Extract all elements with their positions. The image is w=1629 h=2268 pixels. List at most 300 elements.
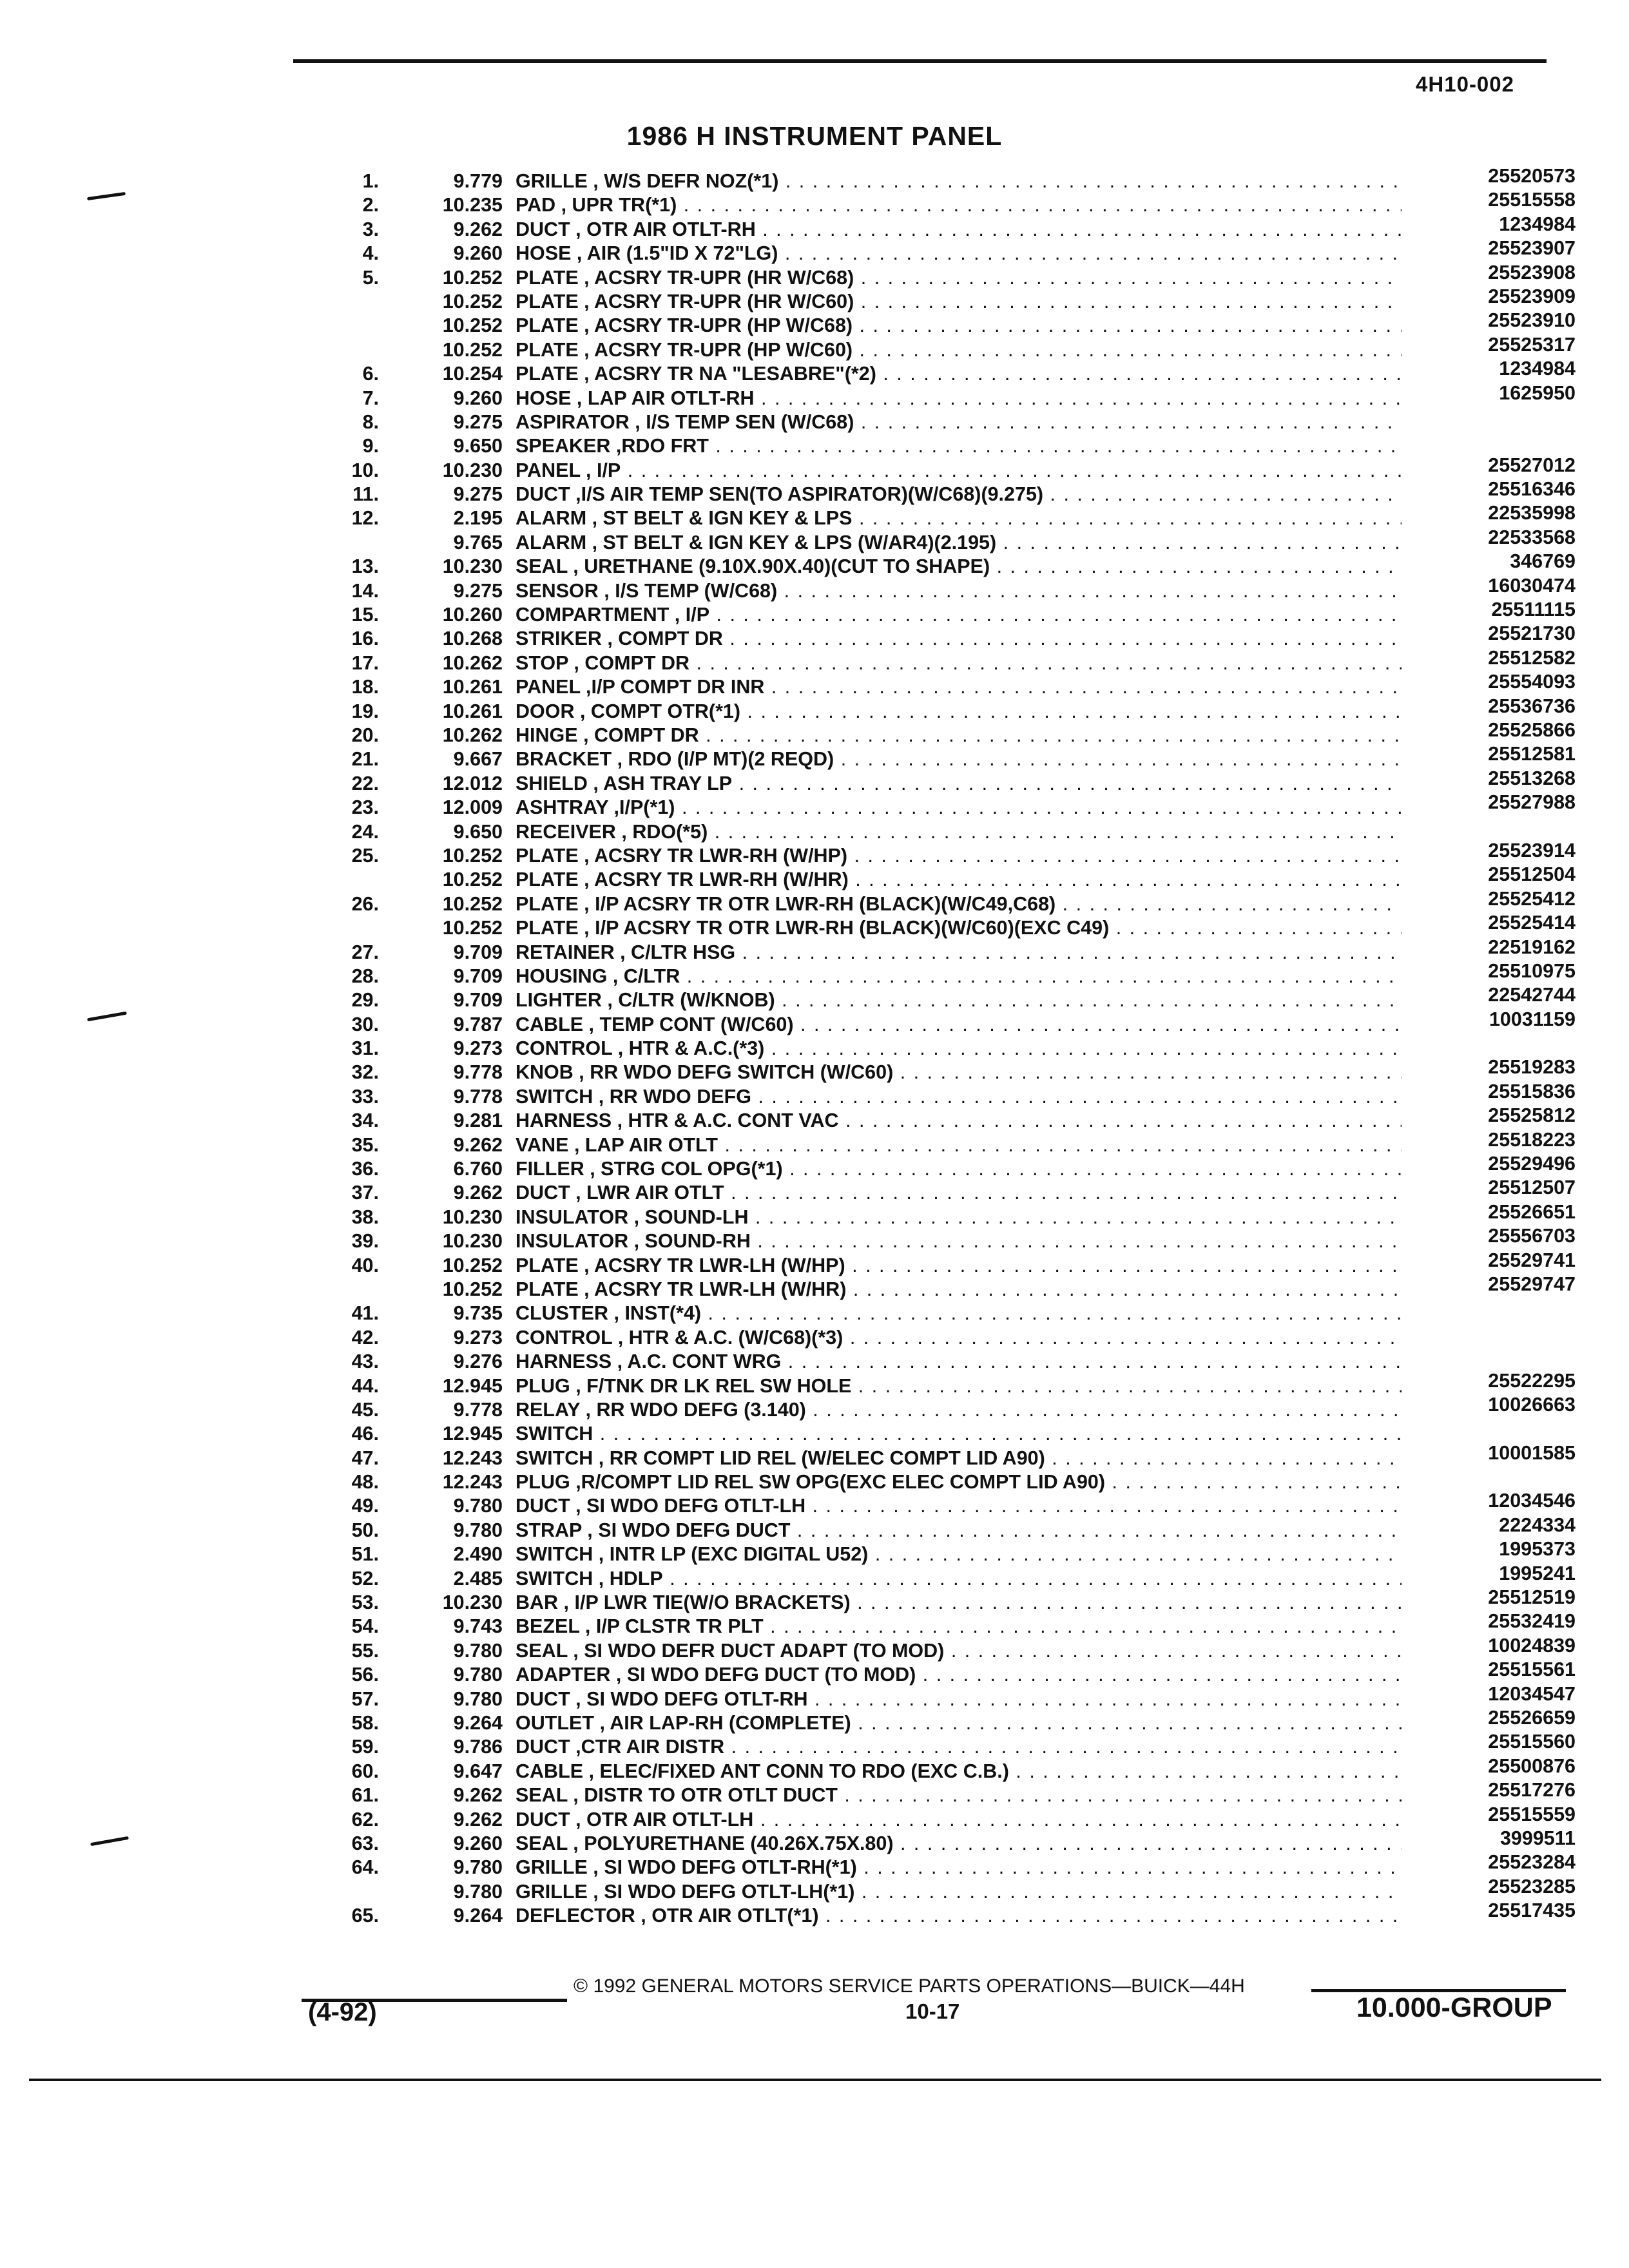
part-row — [322, 1350, 1576, 1374]
part-number: 25527012 — [1488, 454, 1576, 476]
group-number: 10.262 — [442, 651, 503, 674]
part-row — [322, 1326, 1576, 1350]
part-description: VANE , LAP AIR OTLT . . . — [516, 1133, 1402, 1157]
part-number: 25519283 — [1488, 1056, 1576, 1079]
part-number: 25523285 — [1488, 1875, 1576, 1898]
group-number: 9.765 — [453, 531, 503, 553]
part-number: 1995241 — [1499, 1562, 1576, 1584]
part-number: 25511115 — [1491, 599, 1576, 621]
part-row — [322, 1369, 1576, 1398]
group-number: 10.230 — [442, 555, 503, 578]
part-description: DUCT , OTR AIR OTLT-RH . . . — [516, 218, 1402, 242]
part-row — [322, 671, 1576, 699]
group-number: 9.709 — [453, 989, 503, 1012]
part-row — [322, 550, 1576, 579]
item-number: 16. — [351, 628, 379, 650]
item-number: 17. — [351, 651, 379, 674]
part-row — [322, 1249, 1576, 1278]
group-number: 10.261 — [442, 700, 503, 722]
item-number: 61. — [351, 1784, 379, 1807]
group-number: 9.787 — [453, 1013, 503, 1035]
part-description: PLATE , ACSRY TR-UPR (HP W/C60) . . . — [516, 338, 1402, 362]
group-number: 9.780 — [453, 1495, 503, 1517]
part-number: 25529747 — [1488, 1273, 1576, 1295]
part-number: 16030474 — [1488, 574, 1576, 597]
part-description: ADAPTER , SI WDO DEFG DUCT (TO MOD) . . . — [516, 1663, 1402, 1687]
part-description: BAR , I/P LWR TIE(W/O BRACKETS) . . . — [516, 1591, 1402, 1615]
group-number: 10.262 — [442, 724, 503, 746]
part-row — [322, 1490, 1576, 1518]
group-number: 9.780 — [453, 1687, 503, 1710]
part-number: 25525317 — [1488, 333, 1576, 356]
part-number: 1995373 — [1499, 1538, 1576, 1561]
part-description: PANEL , I/P . . . — [516, 459, 1402, 483]
document-title: 1986 H INSTRUMENT PANEL — [626, 121, 1003, 151]
part-description: ASHTRAY ,I/P(*1) . . . — [516, 796, 1402, 820]
part-row — [322, 1803, 1576, 1832]
part-description: PLATE , ACSRY TR LWR-RH (W/HP) . . . — [516, 844, 1402, 868]
part-number: 10031159 — [1489, 1008, 1576, 1030]
part-description: BEZEL , I/P CLSTR TR PLT . . . — [516, 1615, 1402, 1639]
part-description: INSULATOR , SOUND-RH . . . — [516, 1229, 1402, 1253]
group-number: 12.243 — [442, 1471, 503, 1494]
group-code: 10.000-GROUP — [1356, 1992, 1552, 2023]
part-row — [322, 1128, 1576, 1157]
part-number: 25529741 — [1488, 1249, 1576, 1271]
group-number: 9.650 — [453, 820, 503, 843]
part-row — [322, 1610, 1576, 1639]
part-number: 25522295 — [1488, 1369, 1576, 1392]
part-description: KNOB , RR WDO DEFG SWITCH (W/C60) . . . — [516, 1061, 1402, 1084]
copyright-text: © 1992 GENERAL MOTORS SERVICE PARTS OPERATIONS—BUICK—44H — [574, 1975, 1245, 1997]
part-description: HOUSING , C/LTR . . . — [516, 965, 1402, 988]
group-number: 9.262 — [453, 218, 503, 240]
group-number: 2.195 — [453, 507, 503, 530]
part-description: PLATE , I/P ACSRY TR OTR LWR-RH (BLACK)(W/C60)(EXC C49) . . . — [516, 916, 1402, 940]
part-row — [322, 1658, 1576, 1687]
group-number: 9.735 — [453, 1302, 503, 1325]
group-number: 6.760 — [453, 1158, 503, 1180]
part-number: 3999511 — [1499, 1827, 1576, 1849]
group-number: 9.778 — [453, 1085, 503, 1108]
item-number: 46. — [351, 1423, 379, 1445]
part-row — [322, 743, 1576, 771]
item-number: 14. — [351, 579, 379, 602]
group-number: 9.780 — [453, 1639, 503, 1662]
item-number: 41. — [351, 1302, 379, 1325]
part-description: SWITCH , RR COMPT LID REL (W/ELEC COMPT LID A90) . . . — [516, 1446, 1402, 1470]
part-description: BRACKET , RDO (I/P MT)(2 REQD) . . . — [516, 747, 1402, 771]
part-description: SEAL , POLYURETHANE (40.26X.75X.80) . . . — [516, 1832, 1402, 1856]
part-row — [322, 791, 1576, 820]
margin-mark — [90, 1836, 129, 1846]
part-row — [322, 478, 1576, 506]
group-number: 10.254 — [442, 363, 503, 385]
item-number: 51. — [351, 1543, 379, 1566]
group-number: 10.252 — [442, 1254, 503, 1276]
group-number: 10.252 — [442, 917, 503, 939]
part-row — [322, 1393, 1576, 1422]
part-description: HINGE , COMPT DR . . . — [516, 724, 1402, 747]
part-description: HARNESS , HTR & A.C. CONT VAC . . . — [516, 1109, 1402, 1133]
part-description: DUCT , SI WDO DEFG OTLT-LH . . . — [516, 1494, 1402, 1518]
item-number: 65. — [351, 1905, 379, 1927]
part-row — [322, 767, 1576, 796]
part-description: SHIELD , ASH TRAY LP . . . — [516, 772, 1402, 796]
part-row — [322, 1899, 1576, 1928]
group-number: 9.778 — [453, 1061, 503, 1084]
part-row — [322, 1851, 1576, 1879]
group-number: 12.945 — [442, 1423, 503, 1445]
group-number: 10.230 — [442, 1230, 503, 1253]
item-number: 39. — [351, 1230, 379, 1253]
part-number: 25525812 — [1488, 1104, 1576, 1127]
part-row — [322, 1104, 1576, 1133]
item-number: 42. — [351, 1326, 379, 1349]
part-row — [322, 333, 1576, 362]
item-number: 63. — [351, 1832, 379, 1854]
part-row — [322, 1273, 1576, 1302]
item-number: 10. — [351, 459, 379, 481]
part-row — [322, 189, 1576, 217]
group-number: 9.262 — [453, 1784, 503, 1807]
part-description: OUTLET , AIR LAP-RH (COMPLETE) . . . — [516, 1711, 1402, 1735]
part-description: SEAL , DISTR TO OTR OTLT DUCT . . . — [516, 1783, 1402, 1807]
item-number: 26. — [351, 892, 379, 915]
part-description: PLATE , ACSRY TR LWR-LH (W/HP) . . . — [516, 1254, 1402, 1278]
part-row — [322, 410, 1576, 434]
part-row — [322, 1779, 1576, 1807]
group-number: 9.262 — [453, 1808, 503, 1831]
item-number: 40. — [351, 1254, 379, 1276]
part-number: 25525866 — [1488, 718, 1576, 741]
part-row — [322, 820, 1576, 844]
part-number: 25512519 — [1488, 1586, 1576, 1609]
item-number: 44. — [351, 1374, 379, 1397]
part-number: 22535998 — [1488, 502, 1576, 524]
bottom-rule — [29, 2079, 1601, 2081]
part-row — [322, 1514, 1576, 1542]
part-description: PLUG ,R/COMPT LID REL SW OPG(EXC ELEC COMPT LID A90) . . . — [516, 1470, 1402, 1494]
group-number: 10.261 — [442, 676, 503, 698]
part-row — [322, 1200, 1576, 1229]
item-number: 20. — [351, 724, 379, 746]
part-number: 25512581 — [1488, 743, 1576, 765]
part-number: 25536736 — [1488, 695, 1576, 717]
item-number: 27. — [351, 941, 379, 963]
item-number: 31. — [351, 1037, 379, 1060]
part-number: 25521730 — [1488, 622, 1576, 645]
group-number: 10.252 — [442, 869, 503, 891]
group-number: 9.260 — [453, 387, 503, 409]
part-description: STRIKER , COMPT DR . . . — [516, 627, 1402, 651]
part-number: 25523907 — [1488, 237, 1576, 260]
part-row — [322, 1707, 1576, 1735]
item-number: 22. — [351, 772, 379, 794]
part-description: ALARM , ST BELT & IGN KEY & LPS . . . — [516, 506, 1402, 530]
part-description: PAD , UPR TR(*1) . . . — [516, 193, 1402, 217]
part-row — [322, 1037, 1576, 1061]
part-row — [322, 1470, 1576, 1494]
item-number: 13. — [351, 555, 379, 578]
part-number: 25513268 — [1488, 767, 1576, 789]
group-number: 9.786 — [453, 1736, 503, 1758]
part-row — [322, 695, 1576, 724]
item-number: 8. — [362, 410, 379, 433]
part-number: 10001585 — [1488, 1441, 1576, 1464]
part-row — [322, 502, 1576, 530]
part-number: 10026663 — [1488, 1393, 1576, 1416]
item-number: 28. — [351, 965, 379, 987]
part-number: 12034547 — [1488, 1682, 1576, 1705]
item-number: 11. — [352, 483, 379, 506]
group-number: 9.260 — [453, 1832, 503, 1854]
item-number: 3. — [362, 218, 379, 240]
part-description: DUCT ,CTR AIR DISTR . . . — [516, 1735, 1402, 1759]
part-number: 12034546 — [1488, 1490, 1576, 1512]
item-number: 34. — [351, 1110, 379, 1132]
item-number: 18. — [351, 676, 379, 698]
group-number: 12.243 — [442, 1446, 503, 1469]
item-number: 15. — [351, 604, 379, 626]
part-description: CLUSTER , INST(*4) . . . — [516, 1302, 1402, 1325]
part-number: 25515836 — [1488, 1080, 1576, 1102]
part-description: PLATE , ACSRY TR LWR-LH (W/HR) . . . — [516, 1278, 1402, 1302]
part-row — [322, 1225, 1576, 1253]
group-number: 10.252 — [442, 844, 503, 867]
part-row — [322, 574, 1576, 603]
part-row — [322, 1682, 1576, 1711]
part-row — [322, 1827, 1576, 1856]
group-number: 9.281 — [453, 1110, 503, 1132]
part-number: 25523909 — [1488, 285, 1576, 307]
page-number: 10-17 — [905, 1999, 960, 2023]
group-number: 9.262 — [453, 1182, 503, 1204]
part-row — [322, 599, 1576, 627]
part-row — [322, 1153, 1576, 1181]
part-row — [322, 1754, 1576, 1783]
item-number: 47. — [351, 1446, 379, 1469]
part-number: 25520573 — [1488, 165, 1576, 187]
item-number: 6. — [362, 363, 379, 385]
part-number: 25516346 — [1488, 478, 1576, 501]
item-number: 29. — [351, 989, 379, 1012]
item-number: 38. — [351, 1206, 379, 1228]
header-rule — [293, 59, 1547, 63]
part-description: RELAY , RR WDO DEFG (3.140) . . . — [516, 1398, 1402, 1422]
part-description: GRILLE , SI WDO DEFG OTLT-LH(*1) . . . — [516, 1880, 1402, 1904]
part-row — [322, 984, 1576, 1012]
group-number: 10.252 — [442, 266, 503, 289]
group-number: 9.275 — [453, 579, 503, 602]
part-description: SPEAKER ,RDO FRT . . . — [516, 434, 1402, 458]
group-number: 10.230 — [442, 1206, 503, 1228]
item-number: 21. — [351, 748, 379, 771]
part-description: DUCT , SI WDO DEFG OTLT-RH . . . — [516, 1687, 1402, 1711]
group-number: 9.743 — [453, 1615, 503, 1638]
part-number: 25527988 — [1488, 791, 1576, 814]
part-number: 25526651 — [1488, 1200, 1576, 1223]
page-code: 4H10-002 — [1416, 72, 1514, 96]
item-number: 25. — [351, 844, 379, 867]
group-number: 12.012 — [442, 772, 503, 794]
part-description: SEAL , URETHANE (9.10X.90X.40)(CUT TO SHAPE) . . . — [516, 555, 1402, 579]
part-description: FILLER , STRG COL OPG(*1) . . . — [516, 1157, 1402, 1181]
item-number: 5. — [362, 266, 379, 289]
part-description: CABLE , ELEC/FIXED ANT CONN TO RDO (EXC C.B.) . . . — [516, 1760, 1402, 1783]
group-number: 9.275 — [453, 410, 503, 433]
group-number: 9.262 — [453, 1133, 503, 1156]
group-number: 9.264 — [453, 1905, 503, 1927]
group-number: 10.235 — [442, 194, 503, 216]
item-number: 33. — [351, 1085, 379, 1108]
item-number: 43. — [351, 1350, 379, 1373]
group-number: 9.273 — [453, 1037, 503, 1060]
group-number: 9.780 — [453, 1856, 503, 1879]
group-number: 10.252 — [442, 1278, 503, 1300]
group-number: 9.264 — [453, 1712, 503, 1734]
item-number: 54. — [351, 1615, 379, 1638]
part-number: 2224334 — [1499, 1514, 1576, 1536]
item-number: 9. — [362, 435, 379, 457]
part-description: GRILLE , W/S DEFR NOZ(*1) . . . — [516, 169, 1402, 193]
group-number: 9.709 — [453, 941, 503, 963]
part-row — [322, 434, 1576, 458]
part-row — [322, 646, 1576, 675]
group-number: 9.778 — [453, 1398, 503, 1421]
group-number: 10.252 — [442, 892, 503, 915]
item-number: 56. — [351, 1664, 379, 1686]
part-description: HOSE , LAP AIR OTLT-RH . . . — [516, 387, 1402, 410]
part-number: 25512504 — [1488, 863, 1576, 886]
part-row — [322, 1177, 1576, 1205]
part-row — [322, 887, 1576, 916]
part-number: 25554093 — [1488, 671, 1576, 693]
part-number: 1234984 — [1499, 358, 1576, 380]
item-number: 49. — [351, 1495, 379, 1517]
part-row — [322, 165, 1576, 193]
group-number: 10.252 — [442, 314, 503, 337]
group-number: 10.260 — [442, 604, 503, 626]
part-row — [322, 213, 1576, 242]
part-row — [322, 526, 1576, 555]
margin-mark — [87, 192, 126, 200]
part-row — [322, 1302, 1576, 1325]
group-number: 10.230 — [442, 1591, 503, 1614]
part-row — [322, 1586, 1576, 1615]
part-number: 22519162 — [1488, 936, 1576, 958]
item-number: 12. — [351, 507, 379, 530]
item-number: 59. — [351, 1736, 379, 1758]
part-number: 25515558 — [1488, 189, 1576, 211]
part-row — [322, 1441, 1576, 1470]
item-number: 48. — [351, 1471, 379, 1494]
part-description: HOSE , AIR (1.5"ID X 72"LG) . . . — [516, 242, 1402, 265]
part-row — [322, 839, 1576, 868]
part-description: SWITCH . . . — [516, 1422, 1402, 1446]
group-number: 9.273 — [453, 1326, 503, 1349]
part-number: 22542744 — [1488, 984, 1576, 1006]
part-number: 25525414 — [1488, 912, 1576, 934]
item-number: 57. — [351, 1687, 379, 1710]
group-number: 10.252 — [442, 290, 503, 312]
part-description: PLATE , ACSRY TR LWR-RH (W/HR) . . . — [516, 868, 1402, 892]
part-number: 25515561 — [1488, 1658, 1576, 1681]
part-number: 1625950 — [1499, 381, 1576, 404]
part-number: 1234984 — [1499, 213, 1576, 235]
item-number: 4. — [362, 242, 379, 265]
part-row — [322, 1080, 1576, 1109]
part-row — [322, 1562, 1576, 1591]
item-number: 2. — [362, 194, 379, 216]
part-number: 22533568 — [1488, 526, 1576, 548]
group-number: 2.485 — [453, 1567, 503, 1590]
group-number: 10.230 — [442, 459, 503, 481]
part-description: HARNESS , A.C. CONT WRG . . . — [516, 1350, 1402, 1374]
part-description: DUCT , OTR AIR OTLT-LH . . . — [516, 1808, 1402, 1832]
item-number: 62. — [351, 1808, 379, 1831]
part-description: STOP , COMPT DR . . . — [516, 651, 1402, 675]
part-description: PLATE , ACSRY TR NA "LESABRE"(*2) . . . — [516, 362, 1402, 386]
part-row — [322, 1056, 1576, 1084]
part-description: PLATE , ACSRY TR-UPR (HR W/C60) . . . — [516, 290, 1402, 314]
part-number: 10024839 — [1488, 1634, 1576, 1657]
part-description: COMPARTMENT , I/P . . . — [516, 603, 1402, 627]
group-number: 9.779 — [453, 170, 503, 192]
part-description: DUCT ,I/S AIR TEMP SEN(TO ASPIRATOR)(W/C68)(9.275) . . . — [516, 483, 1402, 506]
part-number: 346769 — [1510, 550, 1576, 573]
item-number: 37. — [351, 1182, 379, 1204]
item-number: 19. — [351, 700, 379, 722]
part-row — [322, 718, 1576, 747]
group-number: 9.780 — [453, 1519, 503, 1541]
part-description: SWITCH , INTR LP (EXC DIGITAL U52) . . . — [516, 1542, 1402, 1566]
part-row — [322, 285, 1576, 314]
part-description: SENSOR , I/S TEMP (W/C68) . . . — [516, 579, 1402, 603]
part-description: PLATE , ACSRY TR-UPR (HR W/C68) . . . — [516, 266, 1402, 290]
item-number: 55. — [351, 1639, 379, 1662]
group-number: 9.275 — [453, 483, 503, 506]
part-row — [322, 358, 1576, 386]
item-number: 64. — [351, 1856, 379, 1879]
part-number: 25523910 — [1488, 309, 1576, 332]
group-number: 9.276 — [453, 1350, 503, 1373]
part-description: ASPIRATOR , I/S TEMP SEN (W/C68) . . . — [516, 410, 1402, 434]
part-description: CONTROL , HTR & A.C. (W/C68)(*3) . . . — [516, 1326, 1402, 1350]
item-number: 35. — [351, 1133, 379, 1156]
part-description: PLUG , F/TNK DR LK REL SW HOLE . . . — [516, 1374, 1402, 1398]
part-description: PLATE , ACSRY TR-UPR (HP W/C68) . . . — [516, 314, 1402, 338]
part-description: PLATE , I/P ACSRY TR OTR LWR-RH (BLACK)(W/C49,C68) . . . — [516, 892, 1402, 916]
item-number: 32. — [351, 1061, 379, 1084]
group-number: 2.490 — [453, 1543, 503, 1566]
group-number: 9.780 — [453, 1880, 503, 1903]
part-row — [322, 863, 1576, 892]
part-row — [322, 1422, 1576, 1446]
part-description: CONTROL , HTR & A.C.(*3) . . . — [516, 1037, 1402, 1061]
part-description: RETAINER , C/LTR HSG . . . — [516, 941, 1402, 965]
item-number: 45. — [351, 1398, 379, 1421]
item-number: 58. — [351, 1712, 379, 1734]
item-number: 30. — [351, 1013, 379, 1035]
item-number: 23. — [351, 796, 379, 819]
group-number: 9.667 — [453, 748, 503, 771]
item-number: 7. — [362, 387, 379, 409]
part-number: 25518223 — [1488, 1128, 1576, 1151]
group-number: 12.945 — [442, 1374, 503, 1397]
item-number: 1. — [362, 170, 379, 192]
part-description: DEFLECTOR , OTR AIR OTLT(*1) . . . — [516, 1904, 1402, 1928]
